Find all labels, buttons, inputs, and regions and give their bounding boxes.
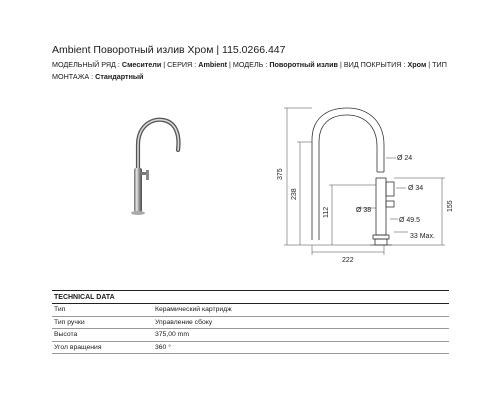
row-key: Тип ручки <box>54 318 85 326</box>
row-value: 360 ° <box>155 343 171 351</box>
table-row <box>52 317 449 330</box>
spec-value-series-range: Смесители <box>121 60 162 69</box>
spec-value-model: Поворотный излив <box>269 60 338 69</box>
dim-width-222: 222 <box>342 257 354 264</box>
dim-dia-34: Ø 34 <box>408 185 424 192</box>
dim-height-112: 112 <box>323 206 330 218</box>
product-title: Ambient Поворотный излив Хром | 115.0266.447 <box>52 44 286 56</box>
dim-height-155: 155 <box>447 200 454 212</box>
spec-label-series-range: МОДЕЛЬНЫЙ РЯД : <box>52 60 122 69</box>
specs-line-2 <box>52 71 452 83</box>
dim-max-33: 33 Max. <box>410 233 435 240</box>
spec-value-finish: Хром <box>407 60 427 69</box>
technical-data-table <box>52 290 449 354</box>
dim-dia-24: Ø 24 <box>397 155 413 162</box>
table-row <box>52 342 449 355</box>
technical-data-heading: TECHNICAL DATA <box>52 290 449 304</box>
row-key: Тип <box>54 306 66 313</box>
dim-dia-38: Ø 38 <box>356 207 372 214</box>
specs-line-1 <box>52 59 452 71</box>
spec-label-series: | СЕРИЯ : <box>161 60 199 69</box>
dim-height-375: 375 <box>277 168 284 180</box>
row-value: Управление сбоку <box>155 318 213 326</box>
table-row <box>52 329 449 342</box>
row-key: Угол вращения <box>54 343 102 351</box>
spec-value-series: Ambient <box>198 60 227 69</box>
spec-label-finish: | ВИД ПОКРЫТИЯ : <box>337 60 408 69</box>
row-value: 375,00 mm <box>155 331 190 338</box>
spec-label-mount-type: | ТИП <box>426 60 447 69</box>
product-specs <box>52 59 452 83</box>
spec-value-mounting: Стандартный <box>95 72 144 81</box>
dim-dia-49: Ø 49.5 <box>399 217 421 224</box>
row-value: Керамический картридж <box>155 306 232 313</box>
technical-drawing <box>272 100 472 265</box>
spec-label-model: | МОДЕЛЬ : <box>227 60 270 69</box>
spec-label-mounting: МОНТАЖА : <box>52 72 96 81</box>
table-row <box>52 304 449 317</box>
row-key: Высота <box>54 331 78 338</box>
dim-height-238: 238 <box>291 188 298 200</box>
faucet-photo <box>108 110 198 220</box>
